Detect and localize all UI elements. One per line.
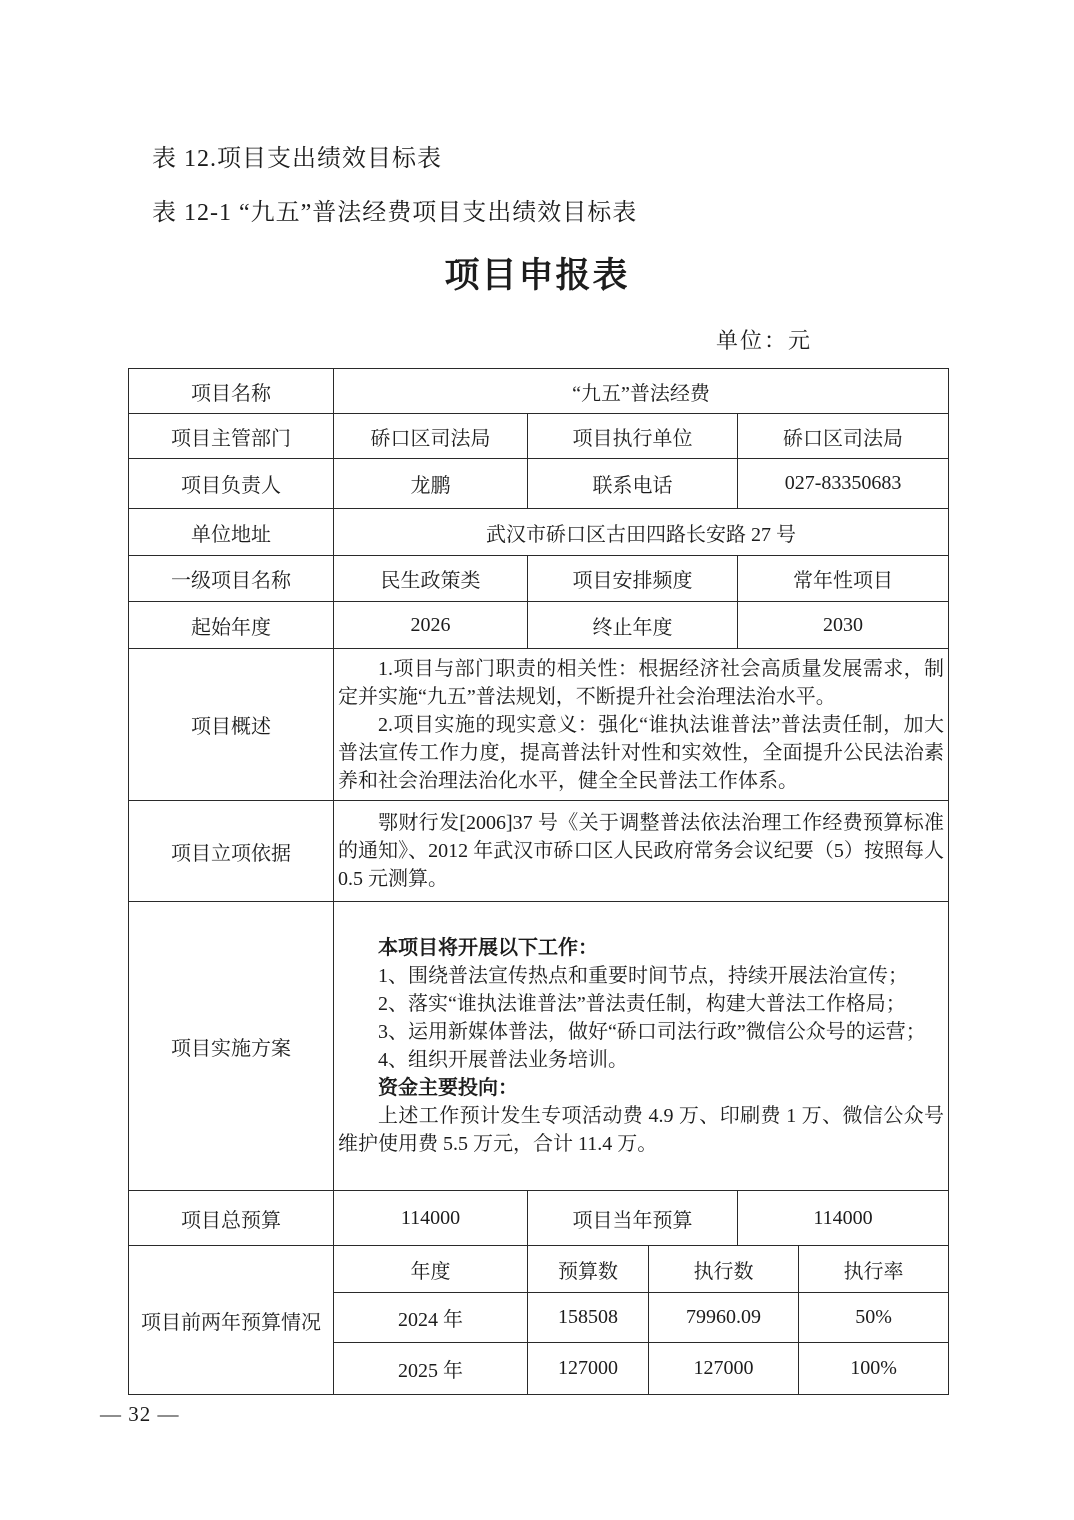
- history-label: 项目前两年预算情况: [129, 1246, 334, 1395]
- plan-item-1: 1、围绕普法宣传热点和重要时间节点，持续开展法治宣传；: [378, 965, 908, 987]
- end-year-label: 终止年度: [528, 602, 738, 649]
- level1-project-value: 民生政策类: [334, 556, 528, 602]
- total-budget-label: 项目总预算: [129, 1191, 334, 1246]
- plan-item-4: 4、组织开展普法业务培训。: [378, 1049, 628, 1071]
- basis-paragraph: 鄂财行发[2006]37 号《关于调整普法依法治理工作经费预算标准的通知》、2012 年武汉市硚口区人民政府常务会议纪要（5）按照每人 0.5 元测算。: [338, 812, 945, 890]
- supervisor-dept-label: 项目主管部门: [129, 414, 334, 459]
- project-name-value: “九五”普法经费: [334, 369, 949, 414]
- history-col-rate: 执行率: [799, 1246, 949, 1293]
- row-address: [129, 509, 949, 556]
- page-title: 项目申报表: [444, 256, 630, 295]
- unit-address-value: 武汉市硚口区古田四路长安路 27 号: [334, 509, 949, 556]
- plan-fund-heading: 资金主要投向：: [378, 1077, 518, 1099]
- level1-project-label: 一级项目名称: [129, 556, 334, 602]
- unit-note: 单位：元: [715, 328, 812, 353]
- project-name-label: 项目名称: [129, 369, 334, 414]
- overview-paragraph-1: 1.项目与部门职责的相关性：根据经济社会高质量发展需求，制定并实施“九五”普法规划，不断提升社会治理法治水平。: [338, 657, 945, 708]
- history-col-year: 年度: [334, 1246, 528, 1293]
- history-2025-executed: 127000: [649, 1343, 799, 1395]
- end-year-value: 2030: [738, 602, 949, 649]
- page-number: — 32 —: [100, 1402, 180, 1426]
- plan-text-cell: [334, 902, 949, 1191]
- plan-item-3: 3、运用新媒体普法，做好“硚口司法行政”微信公众号的运营；: [378, 1021, 926, 1043]
- history-2025-rate: 100%: [799, 1343, 949, 1395]
- project-application-table: [128, 368, 949, 1395]
- history-2024-year: 2024 年: [334, 1293, 528, 1343]
- supervisor-dept-value: 硚口区司法局: [334, 414, 528, 459]
- executing-unit-value: 硚口区司法局: [738, 414, 949, 459]
- history-2024-rate: 50%: [799, 1293, 949, 1343]
- executing-unit-label: 项目执行单位: [528, 414, 738, 459]
- unit-address-label: 单位地址: [129, 509, 334, 556]
- plan-item-2: 2、落实“谁执法谁普法”普法责任制，构建大普法工作格局；: [378, 993, 906, 1015]
- start-year-value: 2026: [334, 602, 528, 649]
- start-year-label: 起始年度: [129, 602, 334, 649]
- current-year-budget-value: 114000: [738, 1191, 949, 1246]
- row-basis: [129, 801, 949, 902]
- row-project-name: [129, 369, 949, 414]
- history-2025-budget: 127000: [528, 1343, 649, 1395]
- plan-fund-text: 上述工作预计发生专项活动费 4.9 万、印刷费 1 万、微信公众号维护使用费 5.5 万元，合计 11.4 万。: [338, 1105, 945, 1155]
- plan-work-heading: 本项目将开展以下工作：: [378, 937, 598, 959]
- project-leader-value: 龙鹏: [334, 459, 528, 509]
- history-2024-budget: 158508: [528, 1293, 649, 1343]
- table-caption-line1: 表 12.项目支出绩效目标表: [152, 146, 442, 172]
- row-history-header: [129, 1246, 949, 1293]
- overview-text: [334, 649, 949, 801]
- row-budget: [129, 1191, 949, 1246]
- basis-label: 项目立项依据: [129, 801, 334, 902]
- history-2024-executed: 79960.09: [649, 1293, 799, 1343]
- row-years: [129, 602, 949, 649]
- row-departments: [129, 414, 949, 459]
- row-plan: [129, 902, 949, 1191]
- contact-phone-value: 027-83350683: [738, 459, 949, 509]
- arrangement-frequency-value: 常年性项目: [738, 556, 949, 602]
- history-col-budget: 预算数: [528, 1246, 649, 1293]
- history-col-executed: 执行数: [649, 1246, 799, 1293]
- basis-text-cell: [334, 801, 949, 902]
- table-caption-line2: 表 12-1 “九五”普法经费项目支出绩效目标表: [152, 200, 638, 226]
- row-category: [129, 556, 949, 602]
- row-leader: [129, 459, 949, 509]
- row-overview: [129, 649, 949, 801]
- plan-label: 项目实施方案: [129, 902, 334, 1191]
- total-budget-value: 114000: [334, 1191, 528, 1246]
- current-year-budget-label: 项目当年预算: [528, 1191, 738, 1246]
- history-2025-year: 2025 年: [334, 1343, 528, 1395]
- project-leader-label: 项目负责人: [129, 459, 334, 509]
- overview-label: 项目概述: [129, 649, 334, 801]
- arrangement-frequency-label: 项目安排频度: [528, 556, 738, 602]
- overview-paragraph-2: 2.项目实施的现实意义：强化“谁执法谁普法”普法责任制，加大普法宣传工作力度，提高普法针对性和实效性，全面提升公民法治素养和社会治理法治化水平，健全全民普法工作体系。: [338, 713, 945, 792]
- contact-phone-label: 联系电话: [528, 459, 738, 509]
